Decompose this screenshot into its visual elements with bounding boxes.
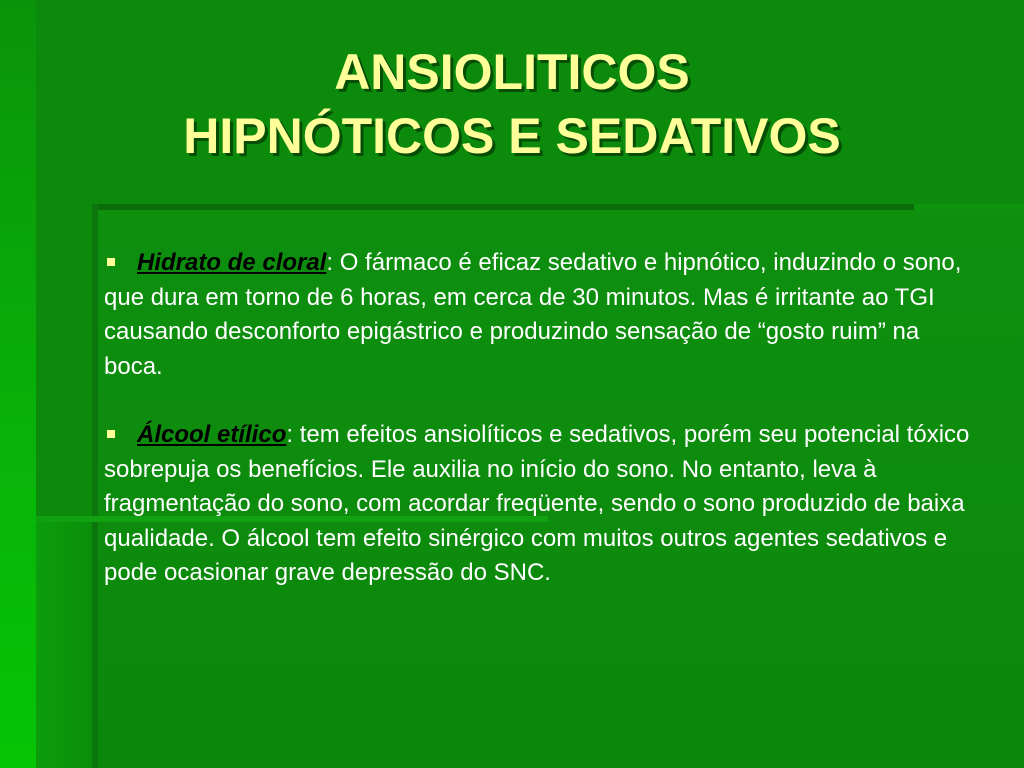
square-bullet-icon — [107, 258, 115, 266]
bullet-item-hidrato-de-cloral — [104, 246, 984, 384]
slide-body — [104, 246, 984, 625]
square-bullet-icon — [107, 430, 115, 438]
background-left-block — [36, 518, 96, 768]
panel-left-edge — [92, 204, 98, 768]
slide-title — [0, 40, 1024, 168]
bullet-term: Álcool etílico — [137, 421, 287, 448]
slide-title-line-1: ANSIOLITICOS — [334, 44, 690, 100]
bullet-text: : tem efeitos ansiolíticos e sedativos, porém seu potencial tóxico sobrepuja os benefícios. Ele auxilia no início do sono. No entanto, leva à fragmentação do sono, com acordar freqüente, sendo o sono produzido de baixa qualidade. O álcool tem efeito sinérgico com muitos outros agentes sedativos e pode ocasionar grave depressão do SNC. — [104, 421, 970, 586]
slide-title-line-2: HIPNÓTICOS E SEDATIVOS — [183, 108, 841, 164]
bullet-term: Hidrato de cloral — [137, 249, 327, 276]
panel-top-edge — [96, 204, 914, 210]
bullet-text: : O fármaco é eficaz sedativo e hipnótico, induzindo o sono, que dura em torno de 6 horas, em cerca de 30 minutos. Mas é irritante ao TGI causando desconforto epigástrico e produzindo sensação de “gosto ruim” na boca. — [104, 249, 962, 380]
bullet-item-alcool-etilico — [104, 418, 984, 591]
